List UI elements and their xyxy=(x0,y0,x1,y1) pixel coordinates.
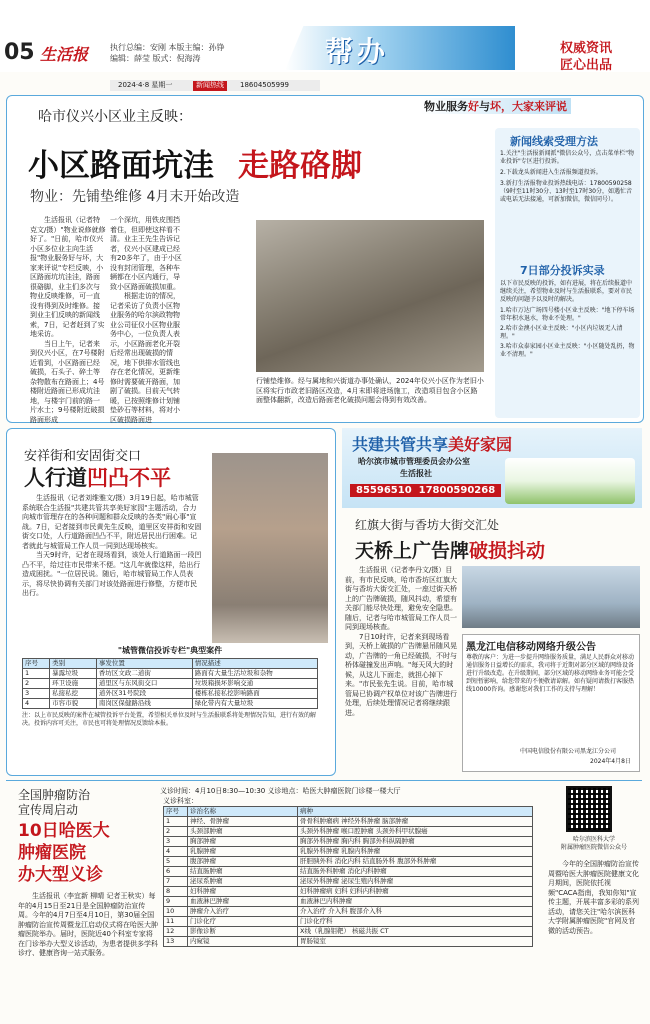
main-body-col3: 行铺垫维修。经与属地和兴街道办事处确认，2024年仪兴小区作为老旧小区将实行市政老旧路区改造，4月末即将进场施工，改造项目包含小区路面整体翻新，改造后路面老化破损问题会得到有效改善。 xyxy=(256,377,484,404)
table-row: 9 血液淋巴肿瘤 血液淋巴内科肿瘤 xyxy=(164,897,533,907)
campaign-org: 哈尔滨市城市管理委员会办公室 xyxy=(358,457,470,466)
main-body-col2: 一个深坑，用铁皮围挡着住，但即使这样看不清。业主王先生告诉记者，仪兴小区建成已经有20多年了，由于小区没有封闭管理，各种车辆都在小区内通行，导致小区路面破损加重。 根据走访的情况，记者采访了负责小区物业服务的哈尔滨政物物业公司征仪小区物业服务中心，一位负责人表示，小区路面老化开裂后经常出现破损的情况，地下供排水管线也存在老化情况，更新维修时需要破开路面，加剧了破损。目前天气转暖，已按照维修计划铺垫砂石等材料，将对小区破损路面进 xyxy=(110,216,182,424)
case-table xyxy=(22,658,318,709)
table-row: 4 乳腺肿瘤 乳腺外科肿瘤 乳腺内科肿瘤 xyxy=(164,847,533,857)
main-subhead: 物业：先铺垫维修 4月末开始改造 xyxy=(30,189,240,205)
hotline-label: 新闻热线 xyxy=(193,81,227,91)
side1-kicker: 安祥街和安固街交口 xyxy=(24,449,142,464)
dept-table: 序号 诊治名称 病种 1 神经、骨肿瘤 骨骨科肿瘤病 神经外科肿瘤 脑部肿瘤 2 头颈部肿瘤 头颈外科肿瘤 喉口腔肿瘤 头颈外科甲状腺癌 3 胸部肿瘤 胸部外科肿瘤 胸内科 胸部外科纵隔肿瘤 4 乳腺肿瘤 乳腺外科肿瘤 乳腺内科肿瘤 5 腹部肿瘤 肝胆胰外科 消化内科 结直肠外科 腹部外科肿瘤 6 结直肠肿瘤 结直肠外科肿瘤 消化内科肿瘤 7 泌尿系肿瘤 泌尿外科肿瘤 泌尿生殖内科肿瘤 8 妇科肿瘤 妇科肿瘤病 妇科 妇科内科肿瘤 9 血液淋巴肿瘤 血液淋巴内科肿瘤 10 肿瘤介入治疗 介入治疗 介入科 腹部介入科 11 门诊化疗 门诊化疗科 12 影像诊断 X线（乳腺钼靶） 核磁共振 CT 13 内窥镜 胃肠镜室 xyxy=(163,806,533,947)
table-row: 1 暴露垃圾 香坊区文政二道街 路面有大量生活垃圾和杂物 xyxy=(23,669,318,679)
main-body-col1: 生活报讯（记者特克文/摄）"物业说修就修好了。"日前，哈市仪兴小区多位业主向生活报"物业服务好与坏，大家来评说"专栏反映，小区路面坑坑洼洼，路面很硌脚，业主们多次与物业反映维修，可一直没有得到及时维修。接到业主们反映的新闻线索，7日，记者赶到了实地采访。 当日上午，记者来到仪兴小区，在7号楼附近看到，小区路面已经破损，石头子、碎土等杂物散布在路面上；4号楼附近路面已形成坑洼地，与楼宇门前的路一片水土；9号楼附近破损路面形成 xyxy=(30,216,106,424)
hotline-number: 18604505999 xyxy=(240,81,289,89)
table-row: 5 腹部肿瘤 肝胆胰外科 消化内科 结直肠外科 腹部外科肿瘤 xyxy=(164,857,533,867)
table-row: 11 门诊化疗 门诊化疗科 xyxy=(164,917,533,927)
table-row: 3 私接私挖 道外区31号院段 楼栋私接私挖影响路面 xyxy=(23,689,318,699)
col-header-index: 序号 xyxy=(23,659,50,669)
table-row: 13 内窥镜 胃肠镜室 xyxy=(164,937,533,947)
health-headline: 10日哈医大 肿瘤医院 办大型义诊 xyxy=(18,821,110,885)
main-kicker: 哈市仪兴小区业主反映： xyxy=(38,109,192,125)
main-body-col2b xyxy=(188,220,238,380)
main-headline-a: 小区路面坑洼 xyxy=(28,148,214,184)
side1-photo-sidewalk xyxy=(212,453,328,643)
divider xyxy=(6,780,642,781)
hotline-box-title: 新闻线索受理方法 xyxy=(510,135,598,148)
qr-caption: 哈尔滨医科大学 附属肿瘤医院微信公众号 xyxy=(560,836,627,851)
column-tag: 物业服务好与坏，大家来评说 xyxy=(420,98,571,114)
case-table-title: "城管微信投诉专栏"典型案件 xyxy=(117,646,223,655)
notice-signer: 中国电信股份有限公司黑龙江分公司 xyxy=(520,748,617,755)
page-number: 05 xyxy=(4,40,35,65)
table-row: 3 胸部肿瘤 胸部外科肿瘤 胸内科 胸部外科纵隔肿瘤 xyxy=(164,837,533,847)
complaint-records: 以下市民反映的投诉，如有进展，将在后续报道中继续关注，希望物业及时与生活报联系，要对市民反映的问题予以及时的解决。 1.哈市万达广场四号楼小区业主反映："地下停车场常年积水退水，物业不处理。" 2.哈市金澳小区业主反映："小区内垃圾无人清理。" 3.哈市众泰家园小区业主反映："小区随处乱扔，物业不清理。" xyxy=(500,280,635,358)
case-table-footnote: 注：以上市民反映的案件在城管投诉平台处置，希望相关单位及时与生活报联系将处理情况告知，进行有效的解决。投诉内容可关注，市民也可将处理情况反馈给本报。 xyxy=(22,712,317,727)
table-row: 10 肿瘤介入治疗 介入治疗 介入科 腹部介入科 xyxy=(164,907,533,917)
side2-photo-billboard xyxy=(462,566,640,628)
section-title: 帮办 xyxy=(325,35,390,68)
table-row: 1 神经、骨肿瘤 骨骨科肿瘤病 神经外科肿瘤 脑部肿瘤 xyxy=(164,817,533,827)
paper-logo: 生活报 xyxy=(40,45,89,64)
table-row: 6 结直肠肿瘤 结直肠外科肿瘤 消化内科肿瘤 xyxy=(164,867,533,877)
table-row: 2 环卫设施 道里区与东风街交口 垃圾箱损坏影响交通 xyxy=(23,679,318,689)
col-header-description: 情况描述 xyxy=(192,659,317,669)
table-row: 4 市容市貌 南岗区保健路沿线 绿化带内有大量垃圾 xyxy=(23,699,318,709)
section-banner xyxy=(285,26,515,70)
health-kicker: 全国肿瘤防治 宣传周启动 xyxy=(18,788,91,817)
main-photo-pothole-road xyxy=(256,220,484,372)
clinic-info: 义诊时间：4月10日8:30—10:30 义诊地点：哈医大肿瘤医院门诊楼一楼大厅 xyxy=(160,787,401,795)
side2-body: 生活报讯（记者李丹文/摄）目前，有市民反映，哈市香坊区红旗大街与香坊大街交汇处，一座过街天桥上的广告牌破损，随风抖动，希望有关部门能尽快处理，避免安全隐患。随后，记者与哈市城管局工作人员一同到现场核查。 7日10时许，记者来到现场看到，天桥上破损的广告牌悬吊随风晃动，广告牌的一角已经破损，不时与桥体碰撞发出声响。"每天风大的时候，从这儿下面走，就担心掉下来。"市民张先生说。目前，哈市城管局已协调产权单位对该广告牌进行处理，后续处理情况记者将继续跟进。 xyxy=(345,566,457,717)
side2-kicker: 红旗大街与香坊大街交汇处 xyxy=(355,518,500,532)
main-headline-b: 走路硌脚 xyxy=(238,148,362,184)
table-row: 7 泌尿系肿瘤 泌尿外科肿瘤 泌尿生殖内科肿瘤 xyxy=(164,877,533,887)
campaign-city-illustration xyxy=(505,458,635,504)
col-header-category: 类别 xyxy=(50,659,97,669)
side1-body: 生活报讯（记者刘维雅文/摄）3月19日起，哈市城管系统联合生活报"共建共管共享美好家园"主题活动，合力向城市管理存在的各种问题和群众反映的各类"闹心事"宣战。7日，记者接到市民黄先生反映，道里区安祥街和安固街交口处，人行道路面凹凸不平，附近居民出行困难。记者就此与城管局工作人员一同到达现场核实。 当天9时许，记者在现场看到，该处人行道路面一段凹凸不平，给过往市民带来不便。"这几年就像这样，给出行造成困扰。"一位居民说。随后，哈市城管局工作人员表示，将尽快协调有关部门对该处路面进行修整，方便市民出行。 xyxy=(22,494,202,597)
health-right-body: 今年的全国肿瘤防治宣传周暨哈医大肿瘤医院健康文化月期间，医院依托视频"CACA指南，我知你知"宣传主题，开展丰富多彩的系列活动，请您关注"哈尔滨医科大学附属肿瘤医院"官网及官微的活动预告。 xyxy=(548,860,639,935)
campaign-phones: 85596510 17800590268 xyxy=(350,484,501,497)
header-slogan: 权威资讯 匠心出品 xyxy=(560,41,613,73)
hotline-methods: 1.关注"生活报新闻派"微信公众号，点击菜单栏"物业投诉"专区进行投诉。 2.下载龙头新闻进入生活报频道投诉。 3.新打生活报物业投诉热线电话：17800590258（9时至11时30分、13时至17时30分，如遇忙音或电话无法接通，可新加微信，微信同号）。 xyxy=(500,150,635,203)
issue-date: 2024·4·8 星期一 xyxy=(118,81,173,89)
dept-label: 义诊科室： xyxy=(163,797,198,805)
campaign-title: 共建共管共享美好家园 xyxy=(352,435,513,454)
notice-body: 尊敬的客户：为进一步提升网络服务质量，满足人民群众对移动通信服务日益增长的需求，我司将于近期对部分区域的网络设备进行升级改造。在升级期间，部分区域的移动网络业务可能会受到短暂影响，给您带来的不便敬请谅解。如有疑问请拨打客服热线10000咨询。感谢您对我们工作的支持与理解！ xyxy=(466,654,635,693)
table-row: 2 头颈部肿瘤 头颈外科肿瘤 喉口腔肿瘤 头颈外科甲状腺癌 xyxy=(164,827,533,837)
health-body: 生活报讯（李宜新 柳晴 记者王秋实）每年的4月15日至21日是全国肿瘤防治宣传周。今年的4月7日至4月10日，第30届全国肿瘤防治宣传周暨龙江启动仪式将在哈医大肿瘤医院举办。届时，医院近40个科室专家将在门诊举办大型义诊活动，为患者提供多学科诊疗、健康咨询一站式服务。 xyxy=(18,892,158,957)
col-header-location: 事发位置 xyxy=(96,659,192,669)
side2-headline: 天桥上广告牌破损抖动 xyxy=(355,540,546,562)
qr-code-icon xyxy=(566,786,612,832)
notice-date: 2024年4月8日 xyxy=(590,758,631,765)
side1-headline: 人行道凹凸不平 xyxy=(24,465,171,490)
table-row: 8 妇科肿瘤 妇科肿瘤病 妇科 妇科内科肿瘤 xyxy=(164,887,533,897)
table-row: 12 影像诊断 X线（乳腺钼靶） 核磁共振 CT xyxy=(164,927,533,937)
staff-credits: 执行总编：安刚 本版主编：孙铮 编辑：薛莹 版式：倪海涛 xyxy=(110,43,225,63)
campaign-org2: 生活报社 xyxy=(400,469,432,478)
complaint-records-title: 7日部分投诉实录 xyxy=(520,264,605,277)
notice-title: 黑龙江电信移动网络升级公告 xyxy=(466,642,596,653)
